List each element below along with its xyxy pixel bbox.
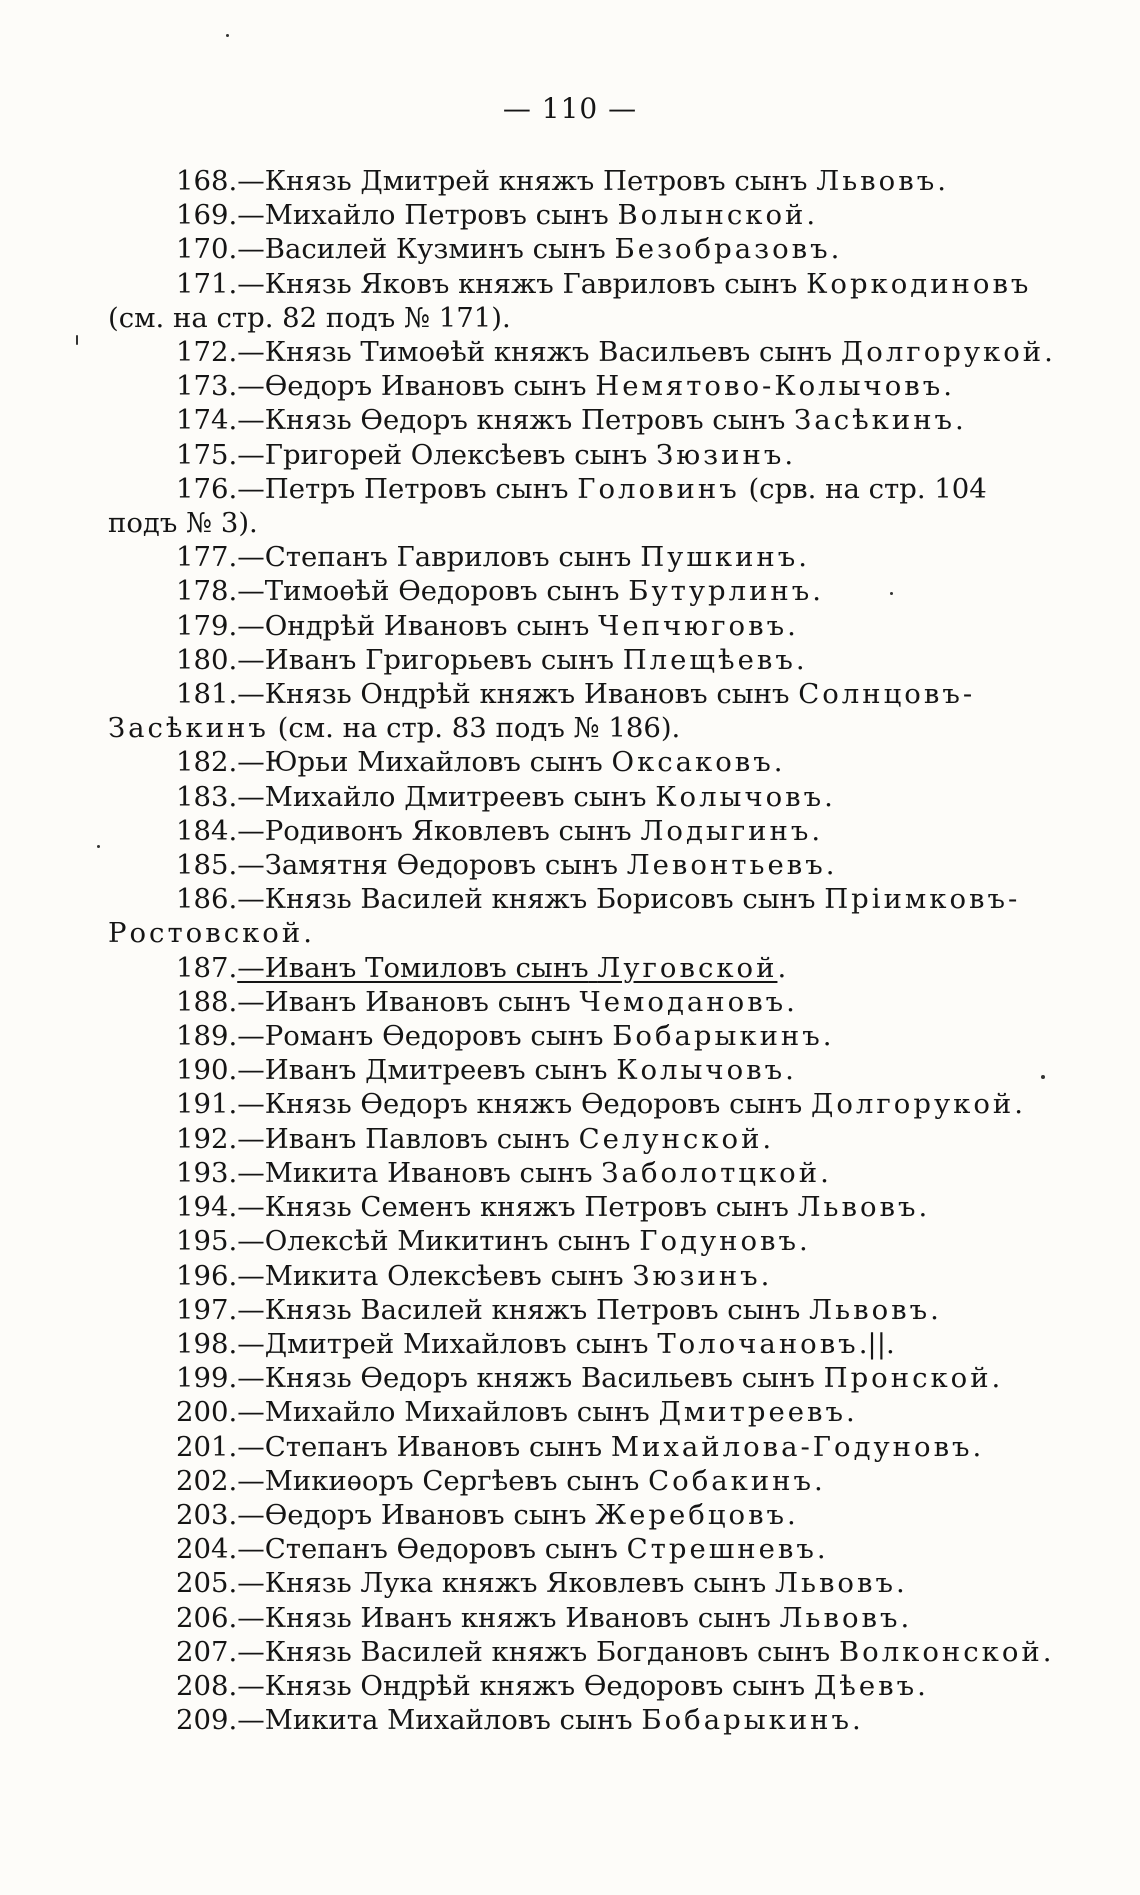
list-item bbox=[108, 1498, 1053, 1532]
entry-list bbox=[108, 164, 1053, 1737]
entry-given-name: —Князь Лука княжъ Яковлевъ сынъ bbox=[237, 1567, 767, 1600]
list-item bbox=[108, 814, 1053, 848]
entry-number: 207. bbox=[176, 1635, 238, 1668]
list-item bbox=[108, 1601, 1053, 1635]
entry-given-name: —Родивонъ Яковлевъ сынъ bbox=[237, 814, 632, 847]
page-number: — 110 — bbox=[502, 92, 638, 125]
list-item bbox=[108, 1122, 1053, 1156]
entry-number: 195. bbox=[176, 1225, 238, 1258]
list-item bbox=[108, 335, 1053, 369]
entry-note: . bbox=[773, 746, 783, 779]
entry-given-name: —Иванъ Дмитреевъ сынъ bbox=[237, 1054, 608, 1087]
entry-number: 174. bbox=[176, 404, 238, 437]
entry-given-name: —Михайло Михайловъ сынъ bbox=[237, 1396, 650, 1429]
list-item bbox=[108, 1635, 1053, 1669]
list-item bbox=[108, 1464, 1053, 1498]
entry-number: 199. bbox=[176, 1362, 238, 1395]
entry-note: . bbox=[918, 1191, 928, 1224]
entry-surname: Чепчюговъ bbox=[598, 609, 788, 642]
entry-number: 171. bbox=[176, 267, 238, 300]
entry-given-name: —Князь Дмитрей княжъ Петровъ сынъ bbox=[237, 165, 808, 197]
entry-surname: Годуновъ bbox=[639, 1225, 799, 1258]
entry-surname: Толочановъ bbox=[657, 1327, 859, 1360]
list-item bbox=[108, 677, 1053, 745]
entry-number: 196. bbox=[176, 1259, 238, 1292]
entry-surname: Жеребцовъ bbox=[595, 1498, 788, 1531]
entry-surname: Бобарыкинъ bbox=[641, 1704, 852, 1737]
entry-number: 194. bbox=[176, 1191, 238, 1224]
entry-surname: Заболотцкой bbox=[601, 1156, 821, 1189]
entry-given-name: —Князь Василей княжъ Борисовъ сынъ bbox=[237, 883, 816, 916]
entry-note: . bbox=[811, 814, 821, 847]
entry-number: 183. bbox=[176, 780, 238, 813]
entry-note: . bbox=[900, 1601, 910, 1634]
list-item bbox=[108, 780, 1053, 814]
entry-note: . bbox=[830, 233, 840, 266]
entry-given-name: —Иванъ Григорьевъ сынъ bbox=[237, 643, 614, 676]
entry-note: . bbox=[806, 199, 816, 232]
entry-note: . bbox=[762, 1122, 772, 1155]
list-item bbox=[108, 951, 1053, 985]
entry-given-name: —Князь Ѳедоръ княжъ Васильевъ сынъ bbox=[237, 1362, 815, 1395]
entry-number: 168. bbox=[176, 165, 238, 197]
list-item bbox=[108, 574, 1053, 608]
list-item bbox=[108, 472, 1053, 540]
entry-surname: Пронской bbox=[823, 1362, 992, 1395]
entry-number: 172. bbox=[176, 336, 238, 369]
entry-given-name: —Князь Яковъ княжъ Гавриловъ сынъ bbox=[237, 267, 798, 300]
list-item bbox=[108, 1703, 1053, 1737]
list-item bbox=[108, 403, 1053, 437]
entry-given-name: —Тимоѳѣй Ѳедоровъ сынъ bbox=[237, 575, 620, 608]
list-item bbox=[108, 438, 1053, 472]
entry-given-name: —Князь Тимоѳѣй княжъ Васильевъ сынъ bbox=[237, 336, 833, 369]
entry-note: . bbox=[930, 1293, 939, 1326]
entry-number: 186. bbox=[176, 883, 238, 916]
entry-note: . bbox=[820, 1156, 829, 1189]
entry-note: . bbox=[822, 1020, 832, 1053]
list-item bbox=[108, 1156, 1053, 1190]
list-item bbox=[108, 369, 1053, 403]
entry-note: . bbox=[825, 849, 835, 882]
entry-surname: Львовъ bbox=[775, 1567, 896, 1600]
entry-note: . bbox=[787, 1498, 796, 1531]
entry-given-name: —Князь Ондрѣй княжъ Ивановъ сынъ bbox=[237, 678, 790, 711]
entry-given-name: —Князь Василей княжъ Петровъ сынъ bbox=[237, 1293, 801, 1326]
entry-surname: Безобразовъ bbox=[614, 233, 831, 266]
entry-note: . bbox=[760, 1259, 770, 1292]
entry-number: 190. bbox=[176, 1054, 238, 1087]
list-item bbox=[108, 164, 1053, 198]
entry-surname: Львовъ bbox=[809, 1293, 931, 1326]
entry-given-name: —Князь Иванъ княжъ Ивановъ сынъ bbox=[237, 1601, 771, 1634]
entry-surname: Львовъ bbox=[779, 1601, 901, 1634]
entry-note: . bbox=[991, 1362, 1001, 1395]
list-item bbox=[108, 1259, 1053, 1293]
entry-surname: Оксаковъ bbox=[611, 746, 774, 779]
entry-note: . bbox=[799, 1225, 808, 1258]
entry-number: 181. bbox=[176, 678, 238, 711]
entry-number: 173. bbox=[176, 370, 238, 403]
list-item bbox=[108, 643, 1053, 677]
entry-surname: Бобарыкинъ bbox=[612, 1020, 823, 1053]
entry-given-name: —Юрьи Михайловъ сынъ bbox=[237, 746, 603, 779]
entry-number: 169. bbox=[176, 199, 238, 232]
entry-given-name: —Князь Ѳедоръ княжъ Ѳедоровъ сынъ bbox=[237, 1088, 803, 1121]
entry-note: .||. bbox=[858, 1327, 895, 1360]
entry-note: . bbox=[937, 165, 946, 197]
entry-surname: Собакинъ bbox=[648, 1464, 814, 1497]
entry-note: . bbox=[955, 404, 964, 437]
entry-surname: Долгорукой bbox=[840, 336, 1045, 369]
list-item bbox=[108, 882, 1053, 950]
list-item bbox=[108, 1224, 1053, 1258]
entry-note: . bbox=[917, 1669, 926, 1702]
entry-surname: Левонтьевъ bbox=[626, 849, 826, 882]
entry-note: . bbox=[798, 541, 808, 574]
entry-number: 189. bbox=[176, 1020, 238, 1053]
entry-given-name: —Князь Ондрѣй княжъ Ѳедоровъ сынъ bbox=[237, 1669, 806, 1702]
entry-surname: Львовъ bbox=[816, 165, 938, 197]
entry-given-name: —Романъ Ѳедоровъ сынъ bbox=[237, 1020, 604, 1053]
entry-surname: Коркодиновъ bbox=[806, 267, 1032, 300]
entry-note: . bbox=[785, 1054, 794, 1087]
scan-speck bbox=[226, 34, 229, 37]
list-item bbox=[108, 1019, 1053, 1053]
entry-number: 193. bbox=[176, 1156, 238, 1189]
entry-given-name: —Степанъ Ѳедоровъ сынъ bbox=[237, 1533, 618, 1566]
entry-surname: Волынской bbox=[617, 199, 807, 232]
entry-surname: Львовъ bbox=[797, 1191, 919, 1224]
entry-note: . bbox=[787, 609, 796, 642]
entry-number: 184. bbox=[176, 814, 238, 847]
scan-speck bbox=[76, 335, 78, 345]
entry-note: . bbox=[895, 1567, 905, 1600]
entry-number: 206. bbox=[176, 1601, 238, 1634]
entry-surname: Плещѣевъ bbox=[622, 643, 796, 676]
entry-surname: Солнцовъ-Засѣкинъ bbox=[108, 678, 976, 745]
entry-note: . bbox=[816, 1533, 826, 1566]
list-item bbox=[108, 1327, 1053, 1361]
entry-surname: Стрешневъ bbox=[626, 1533, 817, 1566]
entry-number: 182. bbox=[176, 746, 238, 779]
scan-speck bbox=[1041, 1075, 1045, 1079]
entry-number: 177. bbox=[176, 541, 238, 574]
entry-surname: Долгорукой bbox=[811, 1088, 1015, 1121]
list-item bbox=[108, 1430, 1053, 1464]
entry-given-name: —Иванъ Павловъ сынъ bbox=[237, 1122, 570, 1155]
entry-note: . bbox=[1014, 1088, 1023, 1121]
entry-note: . bbox=[786, 985, 795, 1018]
entry-note: . bbox=[845, 1396, 855, 1429]
entry-number: 202. bbox=[176, 1464, 238, 1497]
entry-given-name: —Михайло Дмитреевъ сынъ bbox=[237, 780, 647, 813]
entry-given-name: —Ѳедоръ Ивановъ сынъ bbox=[237, 370, 587, 403]
entry-number: 197. bbox=[176, 1293, 238, 1326]
entry-given-name: —Дмитрей Михайловъ сынъ bbox=[237, 1327, 649, 1360]
entry-surname: Дмитреевъ bbox=[658, 1396, 846, 1429]
entry-given-name: —Микита Михайловъ сынъ bbox=[237, 1704, 633, 1737]
entry-note: . bbox=[1044, 336, 1053, 369]
entry-surname: Луговской bbox=[597, 951, 778, 984]
entry-given-name: —Микита Олексѣевъ сынъ bbox=[237, 1259, 624, 1292]
entry-given-name: —Князь Ѳедоръ княжъ Петровъ сынъ bbox=[237, 404, 786, 437]
entry-number: 203. bbox=[176, 1498, 238, 1531]
list-item bbox=[108, 848, 1053, 882]
entry-note: . bbox=[1042, 1635, 1052, 1668]
list-item bbox=[108, 1293, 1053, 1327]
list-item bbox=[108, 985, 1053, 1019]
entry-number: 176. bbox=[176, 472, 238, 505]
entry-given-name: —Замятня Ѳедоровъ сынъ bbox=[237, 849, 618, 882]
entry-note: . bbox=[943, 370, 952, 403]
list-item bbox=[108, 1566, 1053, 1600]
underlined-entry bbox=[237, 952, 777, 984]
entry-given-name: —Иванъ Томиловъ сынъ bbox=[237, 951, 589, 984]
list-item bbox=[108, 1361, 1053, 1395]
entry-note: . bbox=[777, 951, 787, 984]
entry-surname: Волконской bbox=[838, 1635, 1043, 1668]
entry-number: 209. bbox=[176, 1704, 238, 1737]
entry-number: 191. bbox=[176, 1088, 238, 1121]
entry-number: 200. bbox=[176, 1396, 238, 1429]
list-item bbox=[108, 540, 1053, 574]
entry-number: 188. bbox=[176, 985, 238, 1018]
entry-given-name: —Иванъ Ивановъ сынъ bbox=[237, 985, 571, 1018]
entry-number: 185. bbox=[176, 849, 238, 882]
entry-number: 175. bbox=[176, 438, 238, 471]
list-item bbox=[108, 1669, 1053, 1703]
entry-given-name: —Михайло Петровъ сынъ bbox=[237, 199, 609, 232]
entry-note: (см. на стр. 83 подъ № 186). bbox=[268, 712, 681, 745]
entry-number: 180. bbox=[176, 643, 238, 676]
entry-number: 205. bbox=[176, 1567, 238, 1600]
entry-surname: Засѣкинъ bbox=[794, 404, 956, 437]
scan-speck bbox=[97, 845, 100, 848]
entry-surname: Пріимковъ-Ростовской bbox=[108, 883, 1021, 950]
entry-note: . bbox=[824, 780, 833, 813]
entry-note: . bbox=[851, 1704, 861, 1737]
entry-given-name: —Петръ Петровъ сынъ bbox=[237, 472, 569, 505]
list-item bbox=[108, 198, 1053, 232]
entry-given-name: —Князь Семенъ княжъ Петровъ сынъ bbox=[237, 1191, 789, 1224]
entry-given-name: —Степанъ Ивановъ сынъ bbox=[237, 1430, 603, 1463]
entry-note: . bbox=[972, 1430, 982, 1463]
entry-given-name: —Князь Василей княжъ Богдановъ сынъ bbox=[237, 1635, 831, 1668]
list-item bbox=[108, 1190, 1053, 1224]
entry-surname: Немятово-Колычовъ bbox=[595, 370, 944, 403]
list-item bbox=[108, 1053, 1053, 1087]
entry-given-name: —Олексѣй Микитинъ сынъ bbox=[237, 1225, 631, 1258]
entry-given-name: —Ондрѣй Ивановъ сынъ bbox=[237, 609, 590, 642]
entry-number: 170. bbox=[176, 233, 238, 266]
entry-surname: Зюзинъ bbox=[656, 438, 785, 471]
entry-number: 201. bbox=[176, 1430, 238, 1463]
entry-given-name: —Микиѳоръ Сергѣевъ сынъ bbox=[237, 1464, 640, 1497]
entry-surname: Пушкинъ bbox=[640, 541, 799, 574]
entry-number: 187. bbox=[176, 951, 238, 984]
entry-number: 208. bbox=[176, 1669, 238, 1702]
entry-note: . bbox=[812, 575, 822, 608]
entry-number: 179. bbox=[176, 609, 238, 642]
entry-number: 204. bbox=[176, 1533, 238, 1566]
list-item bbox=[108, 1532, 1053, 1566]
entry-surname: Зюзинъ bbox=[632, 1259, 761, 1292]
entry-surname: Колычовъ bbox=[655, 780, 825, 813]
list-item bbox=[108, 1395, 1053, 1429]
entry-given-name: —Степанъ Гавриловъ сынъ bbox=[237, 541, 632, 574]
list-item bbox=[108, 1087, 1053, 1121]
entry-number: 192. bbox=[176, 1122, 238, 1155]
entry-note: . bbox=[814, 1464, 823, 1497]
list-item bbox=[108, 609, 1053, 643]
entry-note: (см. на стр. 82 подъ № 171). bbox=[108, 301, 511, 334]
entry-number: 178. bbox=[176, 575, 238, 608]
entry-number: 198. bbox=[176, 1327, 238, 1360]
entry-given-name: —Василей Кузминъ сынъ bbox=[237, 233, 606, 266]
entry-note: (срв. на стр. 104 подъ № 3). bbox=[108, 472, 987, 540]
entry-surname: Михайлова-Годуновъ bbox=[610, 1430, 973, 1463]
list-item bbox=[108, 232, 1053, 266]
entry-surname: Бутурлинъ bbox=[628, 575, 813, 608]
scan-speck bbox=[890, 592, 893, 595]
entry-given-name: —Григорей Олексѣевъ сынъ bbox=[237, 438, 648, 471]
entry-note: . bbox=[795, 643, 805, 676]
entry-given-name: —Микита Ивановъ сынъ bbox=[237, 1156, 593, 1189]
entry-surname: Лодыгинъ bbox=[640, 814, 812, 847]
entry-surname: Селунской bbox=[578, 1122, 763, 1155]
entry-given-name: —Ѳедоръ Ивановъ сынъ bbox=[237, 1498, 587, 1531]
entry-surname: Дѣевъ bbox=[813, 1669, 918, 1702]
entry-note: . bbox=[303, 917, 312, 950]
entry-surname: Чемодановъ bbox=[579, 985, 787, 1018]
entry-surname: Колычовъ bbox=[616, 1054, 786, 1087]
list-item bbox=[108, 267, 1053, 335]
entry-surname: Головинъ bbox=[577, 472, 740, 505]
list-item bbox=[108, 745, 1053, 779]
entry-note: . bbox=[784, 438, 794, 471]
